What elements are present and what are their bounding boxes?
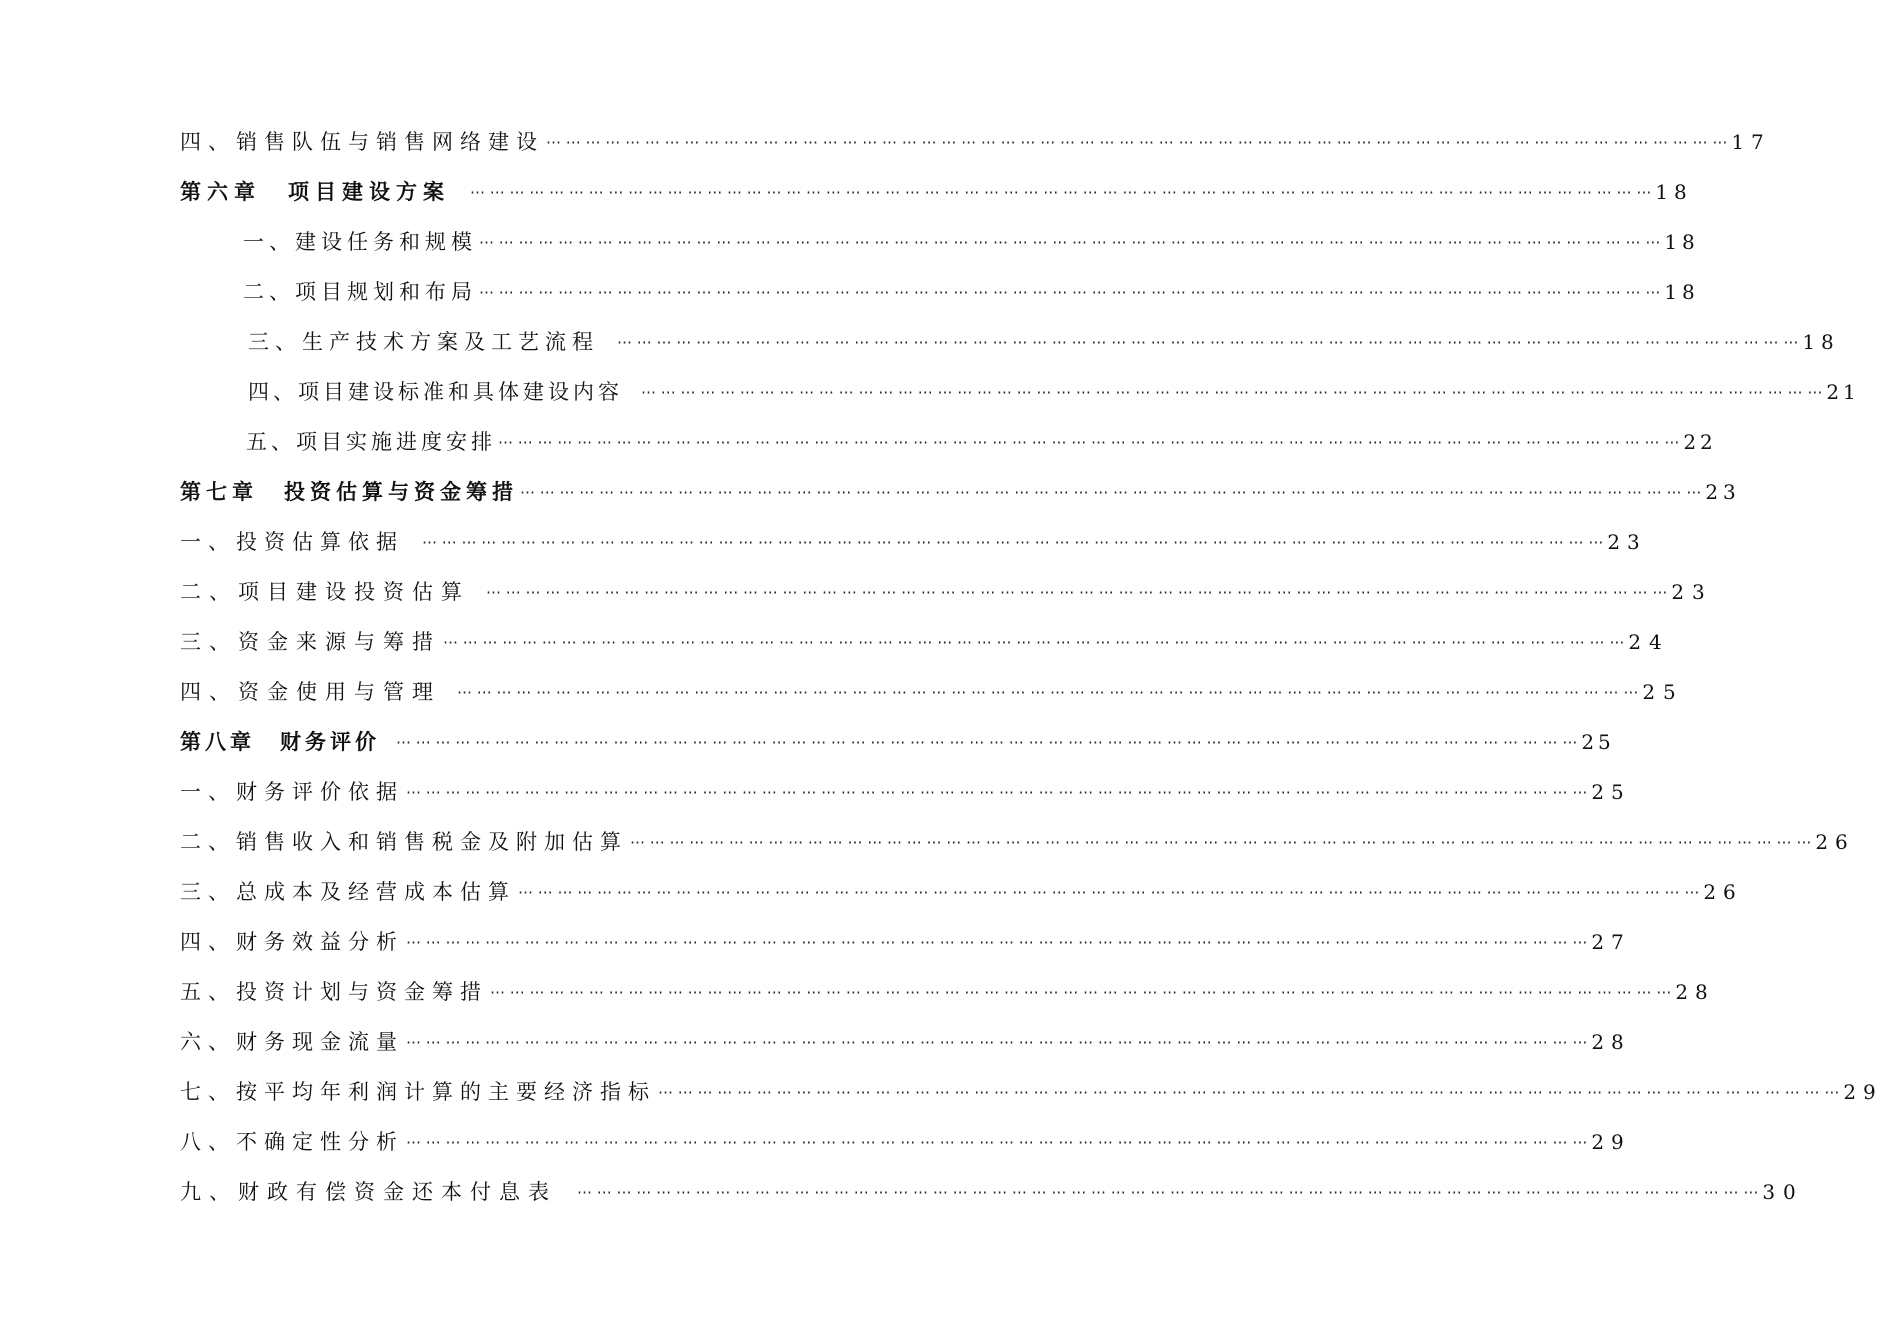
toc-entry-page: 28 bbox=[1675, 980, 1715, 1004]
toc-entry-page: 23 bbox=[1671, 580, 1713, 604]
toc-entry-label: 第七章 投资估算与资金筹措 bbox=[180, 479, 518, 504]
toc-entry-page: 23 bbox=[1607, 530, 1647, 554]
toc-entry-label: 四、资金使用与管理 bbox=[180, 680, 441, 704]
toc-entry[interactable] bbox=[180, 972, 1715, 1012]
dot-leader: ⋯ ⋯ ⋯ ⋯ ⋯ ⋯ ⋯ ⋯ ⋯ ⋯ ⋯ ⋯ ⋯ ⋯ ⋯ ⋯ ⋯ ⋯ ⋯ ⋯ ⋯ ⋯ ⋯ ⋯ ⋯ ⋯ ⋯ ⋯ ⋯ ⋯ ⋯ ⋯ ⋯ ⋯ ⋯ ⋯ ⋯ ⋯ ⋯ ⋯ ⋯ ⋯ ⋯ ⋯ ⋯ ⋯ ⋯ ⋯ ⋯ ⋯ ⋯ ⋯ ⋯ ⋯ ⋯ ⋯ ⋯ ⋯ ⋯ ⋯ bbox=[443, 633, 1625, 651]
dot-leader: ⋯ ⋯ ⋯ ⋯ ⋯ ⋯ ⋯ ⋯ ⋯ ⋯ ⋯ ⋯ ⋯ ⋯ ⋯ ⋯ ⋯ ⋯ ⋯ ⋯ ⋯ ⋯ ⋯ ⋯ ⋯ ⋯ ⋯ ⋯ ⋯ ⋯ ⋯ ⋯ ⋯ ⋯ ⋯ ⋯ ⋯ ⋯ ⋯ ⋯ ⋯ ⋯ ⋯ ⋯ ⋯ ⋯ ⋯ ⋯ ⋯ ⋯ ⋯ ⋯ ⋯ ⋯ ⋯ ⋯ ⋯ ⋯ ⋯ ⋯ bbox=[479, 233, 1661, 251]
toc-entry[interactable] bbox=[180, 1072, 1883, 1112]
toc-entry[interactable] bbox=[180, 622, 1670, 662]
dot-leader: ⋯ ⋯ ⋯ ⋯ ⋯ ⋯ ⋯ ⋯ ⋯ ⋯ ⋯ ⋯ ⋯ ⋯ ⋯ ⋯ ⋯ ⋯ ⋯ ⋯ ⋯ ⋯ ⋯ ⋯ ⋯ ⋯ ⋯ ⋯ ⋯ ⋯ ⋯ ⋯ ⋯ ⋯ ⋯ ⋯ ⋯ ⋯ ⋯ ⋯ ⋯ ⋯ ⋯ ⋯ ⋯ ⋯ ⋯ ⋯ ⋯ ⋯ ⋯ ⋯ ⋯ ⋯ ⋯ ⋯ ⋯ ⋯ ⋯ ⋯ bbox=[406, 1133, 1588, 1151]
toc-entry-page: 25 bbox=[1591, 780, 1631, 804]
toc-entry-label: 一、财务评价依据 bbox=[180, 780, 404, 804]
toc-entry[interactable] bbox=[246, 422, 1717, 462]
dot-leader: ⋯ ⋯ ⋯ ⋯ ⋯ ⋯ ⋯ ⋯ ⋯ ⋯ ⋯ ⋯ ⋯ ⋯ ⋯ ⋯ ⋯ ⋯ ⋯ ⋯ ⋯ ⋯ ⋯ ⋯ ⋯ ⋯ ⋯ ⋯ ⋯ ⋯ ⋯ ⋯ ⋯ ⋯ ⋯ ⋯ ⋯ ⋯ ⋯ ⋯ ⋯ ⋯ ⋯ ⋯ ⋯ ⋯ ⋯ ⋯ ⋯ ⋯ ⋯ ⋯ ⋯ ⋯ ⋯ ⋯ ⋯ ⋯ ⋯ ⋯ bbox=[546, 133, 1728, 151]
toc-entry-page: 27 bbox=[1591, 930, 1631, 954]
toc-entry-label: 二、项目规划和布局 bbox=[243, 280, 477, 304]
toc-entry[interactable] bbox=[243, 222, 1700, 262]
toc-entry-label: 五、项目实施进度安排 bbox=[246, 430, 496, 454]
dot-leader: ⋯ ⋯ ⋯ ⋯ ⋯ ⋯ ⋯ ⋯ ⋯ ⋯ ⋯ ⋯ ⋯ ⋯ ⋯ ⋯ ⋯ ⋯ ⋯ ⋯ ⋯ ⋯ ⋯ ⋯ ⋯ ⋯ ⋯ ⋯ ⋯ ⋯ ⋯ ⋯ ⋯ ⋯ ⋯ ⋯ ⋯ ⋯ ⋯ ⋯ ⋯ ⋯ ⋯ ⋯ ⋯ ⋯ ⋯ ⋯ ⋯ ⋯ ⋯ ⋯ ⋯ ⋯ ⋯ ⋯ ⋯ ⋯ ⋯ ⋯ bbox=[406, 1033, 1588, 1051]
dot-leader: ⋯ ⋯ ⋯ ⋯ ⋯ ⋯ ⋯ ⋯ ⋯ ⋯ ⋯ ⋯ ⋯ ⋯ ⋯ ⋯ ⋯ ⋯ ⋯ ⋯ ⋯ ⋯ ⋯ ⋯ ⋯ ⋯ ⋯ ⋯ ⋯ ⋯ ⋯ ⋯ ⋯ ⋯ ⋯ ⋯ ⋯ ⋯ ⋯ ⋯ ⋯ ⋯ ⋯ ⋯ ⋯ ⋯ ⋯ ⋯ ⋯ ⋯ ⋯ ⋯ ⋯ ⋯ ⋯ ⋯ ⋯ ⋯ ⋯ ⋯ bbox=[396, 733, 1578, 751]
toc-entry-label: 三、生产技术方案及工艺流程 bbox=[248, 330, 599, 354]
toc-entry[interactable] bbox=[243, 272, 1700, 312]
dot-leader: ⋯ ⋯ ⋯ ⋯ ⋯ ⋯ ⋯ ⋯ ⋯ ⋯ ⋯ ⋯ ⋯ ⋯ ⋯ ⋯ ⋯ ⋯ ⋯ ⋯ ⋯ ⋯ ⋯ ⋯ ⋯ ⋯ ⋯ ⋯ ⋯ ⋯ ⋯ ⋯ ⋯ ⋯ ⋯ ⋯ ⋯ ⋯ ⋯ ⋯ ⋯ ⋯ ⋯ ⋯ ⋯ ⋯ ⋯ ⋯ ⋯ ⋯ ⋯ ⋯ ⋯ ⋯ ⋯ ⋯ ⋯ ⋯ ⋯ ⋯ bbox=[520, 483, 1702, 501]
toc-entry-page: 28 bbox=[1591, 1030, 1631, 1054]
toc-entry[interactable] bbox=[180, 672, 1684, 712]
dot-leader: ⋯ ⋯ ⋯ ⋯ ⋯ ⋯ ⋯ ⋯ ⋯ ⋯ ⋯ ⋯ ⋯ ⋯ ⋯ ⋯ ⋯ ⋯ ⋯ ⋯ ⋯ ⋯ ⋯ ⋯ ⋯ ⋯ ⋯ ⋯ ⋯ ⋯ ⋯ ⋯ ⋯ ⋯ ⋯ ⋯ ⋯ ⋯ ⋯ ⋯ ⋯ ⋯ ⋯ ⋯ ⋯ ⋯ ⋯ ⋯ ⋯ ⋯ ⋯ ⋯ ⋯ ⋯ ⋯ ⋯ ⋯ ⋯ ⋯ ⋯ bbox=[422, 533, 1604, 551]
dot-leader: ⋯ ⋯ ⋯ ⋯ ⋯ ⋯ ⋯ ⋯ ⋯ ⋯ ⋯ ⋯ ⋯ ⋯ ⋯ ⋯ ⋯ ⋯ ⋯ ⋯ ⋯ ⋯ ⋯ ⋯ ⋯ ⋯ ⋯ ⋯ ⋯ ⋯ ⋯ ⋯ ⋯ ⋯ ⋯ ⋯ ⋯ ⋯ ⋯ ⋯ ⋯ ⋯ ⋯ ⋯ ⋯ ⋯ ⋯ ⋯ ⋯ ⋯ ⋯ ⋯ ⋯ ⋯ ⋯ ⋯ ⋯ ⋯ ⋯ ⋯ bbox=[617, 333, 1799, 351]
toc-entry-page: 23 bbox=[1705, 480, 1741, 504]
dot-leader: ⋯ ⋯ ⋯ ⋯ ⋯ ⋯ ⋯ ⋯ ⋯ ⋯ ⋯ ⋯ ⋯ ⋯ ⋯ ⋯ ⋯ ⋯ ⋯ ⋯ ⋯ ⋯ ⋯ ⋯ ⋯ ⋯ ⋯ ⋯ ⋯ ⋯ ⋯ ⋯ ⋯ ⋯ ⋯ ⋯ ⋯ ⋯ ⋯ ⋯ ⋯ ⋯ ⋯ ⋯ ⋯ ⋯ ⋯ ⋯ ⋯ ⋯ ⋯ ⋯ ⋯ ⋯ ⋯ ⋯ ⋯ ⋯ ⋯ ⋯ bbox=[577, 1183, 1759, 1201]
toc-entry-label: 六、财务现金流量 bbox=[180, 1030, 404, 1054]
toc-entry-label: 四、项目建设标准和具体建设内容 bbox=[248, 380, 623, 404]
toc-entry-page: 21 bbox=[1826, 380, 1860, 404]
toc-entry[interactable] bbox=[180, 1122, 1631, 1162]
toc-entry[interactable] bbox=[180, 522, 1647, 562]
toc-entry-label: 一、建设任务和规模 bbox=[243, 230, 477, 254]
toc-entry-page: 25 bbox=[1642, 680, 1684, 704]
toc-entry[interactable] bbox=[180, 572, 1713, 612]
toc-entry-label: 五、投资计划与资金筹措 bbox=[180, 980, 488, 1004]
toc-entry-page: 29 bbox=[1843, 1080, 1883, 1104]
toc-entry-label: 二、销售收入和销售税金及附加估算 bbox=[180, 830, 628, 854]
toc-entry-page: 24 bbox=[1628, 630, 1670, 654]
toc-entry[interactable] bbox=[180, 122, 1771, 162]
toc-entry-page: 18 bbox=[1655, 180, 1693, 204]
dot-leader: ⋯ ⋯ ⋯ ⋯ ⋯ ⋯ ⋯ ⋯ ⋯ ⋯ ⋯ ⋯ ⋯ ⋯ ⋯ ⋯ ⋯ ⋯ ⋯ ⋯ ⋯ ⋯ ⋯ ⋯ ⋯ ⋯ ⋯ ⋯ ⋯ ⋯ ⋯ ⋯ ⋯ ⋯ ⋯ ⋯ ⋯ ⋯ ⋯ ⋯ ⋯ ⋯ ⋯ ⋯ ⋯ ⋯ ⋯ ⋯ ⋯ ⋯ ⋯ ⋯ ⋯ ⋯ ⋯ ⋯ ⋯ ⋯ ⋯ ⋯ bbox=[658, 1083, 1840, 1101]
toc-entry-label: 九、财政有偿资金还本付息表 bbox=[180, 1180, 557, 1204]
dot-leader: ⋯ ⋯ ⋯ ⋯ ⋯ ⋯ ⋯ ⋯ ⋯ ⋯ ⋯ ⋯ ⋯ ⋯ ⋯ ⋯ ⋯ ⋯ ⋯ ⋯ ⋯ ⋯ ⋯ ⋯ ⋯ ⋯ ⋯ ⋯ ⋯ ⋯ ⋯ ⋯ ⋯ ⋯ ⋯ ⋯ ⋯ ⋯ ⋯ ⋯ ⋯ ⋯ ⋯ ⋯ ⋯ ⋯ ⋯ ⋯ ⋯ ⋯ ⋯ ⋯ ⋯ ⋯ ⋯ ⋯ ⋯ ⋯ ⋯ ⋯ bbox=[406, 933, 1588, 951]
toc-entry[interactable] bbox=[180, 922, 1631, 962]
toc-entry-label: 二、项目建设投资估算 bbox=[180, 580, 470, 604]
toc-entry-label: 四、财务效益分析 bbox=[180, 930, 404, 954]
dot-leader: ⋯ ⋯ ⋯ ⋯ ⋯ ⋯ ⋯ ⋯ ⋯ ⋯ ⋯ ⋯ ⋯ ⋯ ⋯ ⋯ ⋯ ⋯ ⋯ ⋯ ⋯ ⋯ ⋯ ⋯ ⋯ ⋯ ⋯ ⋯ ⋯ ⋯ ⋯ ⋯ ⋯ ⋯ ⋯ ⋯ ⋯ ⋯ ⋯ ⋯ ⋯ ⋯ ⋯ ⋯ ⋯ ⋯ ⋯ ⋯ ⋯ ⋯ ⋯ ⋯ ⋯ ⋯ ⋯ ⋯ ⋯ ⋯ ⋯ ⋯ bbox=[630, 833, 1812, 851]
toc-entry[interactable] bbox=[180, 772, 1631, 812]
toc-entry[interactable] bbox=[180, 1022, 1631, 1062]
dot-leader: ⋯ ⋯ ⋯ ⋯ ⋯ ⋯ ⋯ ⋯ ⋯ ⋯ ⋯ ⋯ ⋯ ⋯ ⋯ ⋯ ⋯ ⋯ ⋯ ⋯ ⋯ ⋯ ⋯ ⋯ ⋯ ⋯ ⋯ ⋯ ⋯ ⋯ ⋯ ⋯ ⋯ ⋯ ⋯ ⋯ ⋯ ⋯ ⋯ ⋯ ⋯ ⋯ ⋯ ⋯ ⋯ ⋯ ⋯ ⋯ ⋯ ⋯ ⋯ ⋯ ⋯ ⋯ ⋯ ⋯ ⋯ ⋯ ⋯ ⋯ bbox=[498, 433, 1680, 451]
toc-entry[interactable] bbox=[180, 472, 1741, 512]
toc-entry-page: 25 bbox=[1581, 730, 1615, 754]
toc-entry-page: 17 bbox=[1731, 130, 1771, 154]
toc-entry[interactable] bbox=[180, 872, 1743, 912]
toc-entry-label: 四、销售队伍与销售网络建设 bbox=[180, 130, 544, 154]
dot-leader: ⋯ ⋯ ⋯ ⋯ ⋯ ⋯ ⋯ ⋯ ⋯ ⋯ ⋯ ⋯ ⋯ ⋯ ⋯ ⋯ ⋯ ⋯ ⋯ ⋯ ⋯ ⋯ ⋯ ⋯ ⋯ ⋯ ⋯ ⋯ ⋯ ⋯ ⋯ ⋯ ⋯ ⋯ ⋯ ⋯ ⋯ ⋯ ⋯ ⋯ ⋯ ⋯ ⋯ ⋯ ⋯ ⋯ ⋯ ⋯ ⋯ ⋯ ⋯ ⋯ ⋯ ⋯ ⋯ ⋯ ⋯ ⋯ ⋯ ⋯ bbox=[490, 983, 1672, 1001]
toc-entry[interactable] bbox=[180, 822, 1855, 862]
toc-entry-page: 18 bbox=[1802, 330, 1840, 354]
toc-entry-label: 第六章 项目建设方案 bbox=[180, 179, 450, 204]
dot-leader: ⋯ ⋯ ⋯ ⋯ ⋯ ⋯ ⋯ ⋯ ⋯ ⋯ ⋯ ⋯ ⋯ ⋯ ⋯ ⋯ ⋯ ⋯ ⋯ ⋯ ⋯ ⋯ ⋯ ⋯ ⋯ ⋯ ⋯ ⋯ ⋯ ⋯ ⋯ ⋯ ⋯ ⋯ ⋯ ⋯ ⋯ ⋯ ⋯ ⋯ ⋯ ⋯ ⋯ ⋯ ⋯ ⋯ ⋯ ⋯ ⋯ ⋯ ⋯ ⋯ ⋯ ⋯ ⋯ ⋯ ⋯ ⋯ ⋯ ⋯ bbox=[457, 683, 1639, 701]
toc-entry[interactable] bbox=[180, 172, 1693, 212]
dot-leader: ⋯ ⋯ ⋯ ⋯ ⋯ ⋯ ⋯ ⋯ ⋯ ⋯ ⋯ ⋯ ⋯ ⋯ ⋯ ⋯ ⋯ ⋯ ⋯ ⋯ ⋯ ⋯ ⋯ ⋯ ⋯ ⋯ ⋯ ⋯ ⋯ ⋯ ⋯ ⋯ ⋯ ⋯ ⋯ ⋯ ⋯ ⋯ ⋯ ⋯ ⋯ ⋯ ⋯ ⋯ ⋯ ⋯ ⋯ ⋯ ⋯ ⋯ ⋯ ⋯ ⋯ ⋯ ⋯ ⋯ ⋯ ⋯ ⋯ ⋯ bbox=[479, 283, 1661, 301]
toc-entry-label: 三、总成本及经营成本估算 bbox=[180, 880, 516, 904]
toc-entry-page: 30 bbox=[1762, 1180, 1804, 1204]
toc-entry-label: 三、资金来源与筹措 bbox=[180, 630, 441, 654]
toc-entry-page: 26 bbox=[1815, 830, 1855, 854]
toc-entry-label: 第八章 财务评价 bbox=[180, 729, 380, 754]
dot-leader: ⋯ ⋯ ⋯ ⋯ ⋯ ⋯ ⋯ ⋯ ⋯ ⋯ ⋯ ⋯ ⋯ ⋯ ⋯ ⋯ ⋯ ⋯ ⋯ ⋯ ⋯ ⋯ ⋯ ⋯ ⋯ ⋯ ⋯ ⋯ ⋯ ⋯ ⋯ ⋯ ⋯ ⋯ ⋯ ⋯ ⋯ ⋯ ⋯ ⋯ ⋯ ⋯ ⋯ ⋯ ⋯ ⋯ ⋯ ⋯ ⋯ ⋯ ⋯ ⋯ ⋯ ⋯ ⋯ ⋯ ⋯ ⋯ ⋯ ⋯ bbox=[641, 383, 1823, 401]
toc-entry-page: 18 bbox=[1664, 280, 1700, 304]
toc-entry-label: 一、投资估算依据 bbox=[180, 530, 404, 554]
toc-entry[interactable] bbox=[180, 1172, 1804, 1212]
dot-leader: ⋯ ⋯ ⋯ ⋯ ⋯ ⋯ ⋯ ⋯ ⋯ ⋯ ⋯ ⋯ ⋯ ⋯ ⋯ ⋯ ⋯ ⋯ ⋯ ⋯ ⋯ ⋯ ⋯ ⋯ ⋯ ⋯ ⋯ ⋯ ⋯ ⋯ ⋯ ⋯ ⋯ ⋯ ⋯ ⋯ ⋯ ⋯ ⋯ ⋯ ⋯ ⋯ ⋯ ⋯ ⋯ ⋯ ⋯ ⋯ ⋯ ⋯ ⋯ ⋯ ⋯ ⋯ ⋯ ⋯ ⋯ ⋯ ⋯ ⋯ bbox=[406, 783, 1588, 801]
toc-entry-page: 18 bbox=[1664, 230, 1700, 254]
toc-entry-page: 29 bbox=[1591, 1130, 1631, 1154]
dot-leader: ⋯ ⋯ ⋯ ⋯ ⋯ ⋯ ⋯ ⋯ ⋯ ⋯ ⋯ ⋯ ⋯ ⋯ ⋯ ⋯ ⋯ ⋯ ⋯ ⋯ ⋯ ⋯ ⋯ ⋯ ⋯ ⋯ ⋯ ⋯ ⋯ ⋯ ⋯ ⋯ ⋯ ⋯ ⋯ ⋯ ⋯ ⋯ ⋯ ⋯ ⋯ ⋯ ⋯ ⋯ ⋯ ⋯ ⋯ ⋯ ⋯ ⋯ ⋯ ⋯ ⋯ ⋯ ⋯ ⋯ ⋯ ⋯ ⋯ ⋯ bbox=[470, 183, 1652, 201]
dot-leader: ⋯ ⋯ ⋯ ⋯ ⋯ ⋯ ⋯ ⋯ ⋯ ⋯ ⋯ ⋯ ⋯ ⋯ ⋯ ⋯ ⋯ ⋯ ⋯ ⋯ ⋯ ⋯ ⋯ ⋯ ⋯ ⋯ ⋯ ⋯ ⋯ ⋯ ⋯ ⋯ ⋯ ⋯ ⋯ ⋯ ⋯ ⋯ ⋯ ⋯ ⋯ ⋯ ⋯ ⋯ ⋯ ⋯ ⋯ ⋯ ⋯ ⋯ ⋯ ⋯ ⋯ ⋯ ⋯ ⋯ ⋯ ⋯ ⋯ ⋯ bbox=[518, 883, 1700, 901]
toc-entry-label: 七、按平均年利润计算的主要经济指标 bbox=[180, 1080, 656, 1104]
toc-entry[interactable] bbox=[248, 372, 1860, 412]
dot-leader: ⋯ ⋯ ⋯ ⋯ ⋯ ⋯ ⋯ ⋯ ⋯ ⋯ ⋯ ⋯ ⋯ ⋯ ⋯ ⋯ ⋯ ⋯ ⋯ ⋯ ⋯ ⋯ ⋯ ⋯ ⋯ ⋯ ⋯ ⋯ ⋯ ⋯ ⋯ ⋯ ⋯ ⋯ ⋯ ⋯ ⋯ ⋯ ⋯ ⋯ ⋯ ⋯ ⋯ ⋯ ⋯ ⋯ ⋯ ⋯ ⋯ ⋯ ⋯ ⋯ ⋯ ⋯ ⋯ ⋯ ⋯ ⋯ ⋯ ⋯ bbox=[486, 583, 1668, 601]
toc-entry-label: 八、不确定性分析 bbox=[180, 1130, 404, 1154]
toc-entry-page: 26 bbox=[1703, 880, 1743, 904]
toc-entry-page: 22 bbox=[1683, 430, 1717, 454]
toc-entry[interactable] bbox=[248, 322, 1840, 362]
toc-entry[interactable] bbox=[180, 722, 1615, 762]
